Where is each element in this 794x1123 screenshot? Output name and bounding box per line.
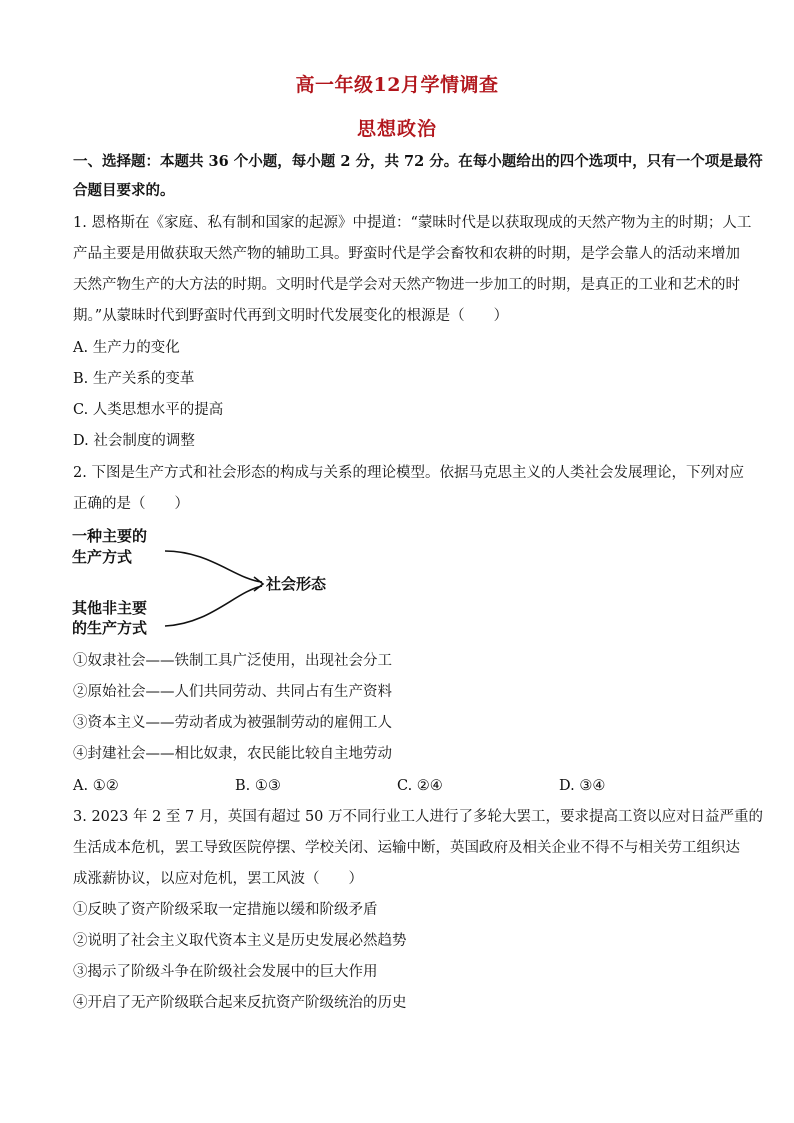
q3-stem-line-3: 成涨薪协议，以应对危机，罢工风波（ ）	[73, 871, 363, 887]
q1-stem-line-4: 期。”从蒙昧时代到野蛮时代再到文明时代发展变化的根源是（ ）	[73, 308, 509, 324]
section-instruction-line-2: 合题目要求的。	[73, 182, 175, 199]
q1-stem-line-2: 产品主要是用做获取天然产物的辅助工具。野蛮时代是学会畜牧和农耕的时期，是学会靠人的活动来增加	[73, 246, 740, 262]
q1-option-d: D. 社会制度的调整	[73, 433, 195, 449]
diagram-curve-upper	[165, 551, 262, 582]
q2-stem-line-1: 2. 下图是生产方式和社会形态的构成与关系的理论模型。依据马克思主义的人类社会发展理论，下列对应	[73, 465, 744, 481]
q1-option-c: C. 人类思想水平的提高	[73, 402, 224, 418]
q2-option-a: A. ①②	[73, 778, 119, 794]
q3-item-1: ①反映了资产阶级采取一定措施以缓和阶级矛盾	[73, 902, 378, 918]
q1-option-b: B. 生产关系的变革	[73, 371, 195, 387]
diagram-curve-lower	[165, 586, 262, 626]
q2-item-4: ④封建社会——相比奴隶，农民能比较自主地劳动	[73, 746, 392, 762]
section-instruction-line-1: 一、选择题：本题共 36 个小题，每小题 2 分，共 72 分。在每小题给出的四个选项中，只有一个项是最符	[73, 153, 763, 170]
q3-stem-line-2: 生活成本危机，罢工导致医院停摆、学校关闭、运输中断，英国政府及相关企业不得不与相关劳工组织达	[73, 840, 740, 856]
q2-stem-line-2: 正确的是（ ）	[73, 496, 189, 512]
diagram-label-other-modes-2: 的生产方式	[72, 619, 148, 637]
q2-item-1: ①奴隶社会——铁制工具广泛使用，出现社会分工	[73, 653, 392, 669]
q2-item-2: ②原始社会——人们共同劳动、共同占有生产资料	[73, 684, 392, 700]
q2-option-d: D. ③④	[559, 778, 606, 794]
diagram-label-main-mode-2: 生产方式	[72, 548, 133, 566]
exam-title: 高一年级12月学情调查	[295, 74, 499, 96]
q3-stem-line-1: 3. 2023 年 2 至 7 月，英国有超过 50 万不同行业工人进行了多轮大罢工，要求提高工资以应对日益严重的	[73, 809, 764, 825]
q2-option-b: B. ①③	[235, 778, 281, 794]
q2-item-3: ③资本主义——劳动者成为被强制劳动的雇佣工人	[73, 715, 392, 731]
q3-item-3: ③揭示了阶级斗争在阶级社会发展中的巨大作用	[73, 964, 378, 980]
q2-option-c: C. ②④	[397, 778, 443, 794]
production-mode-diagram	[70, 524, 370, 639]
diagram-label-other-modes-1: 其他非主要	[72, 599, 148, 617]
q3-item-2: ②说明了社会主义取代资本主义是历史发展必然趋势	[73, 933, 407, 949]
diagram-label-main-mode-1: 一种主要的	[72, 527, 148, 545]
q1-stem-line-3: 天然产物生产的大方法的时期。文明时代是学会对天然产物进一步加工的时期，是真正的工业和艺术的时	[73, 277, 740, 293]
q1-stem-line-1: 1. 恩格斯在《家庭、私有制和国家的起源》中提道：“蒙昧时代是以获取现成的天然产物为主的时期；人工	[73, 215, 752, 231]
q1-option-a: A. 生产力的变化	[73, 340, 180, 356]
diagram-label-social-form: 社会形态	[266, 575, 327, 593]
subject-title: 思想政治	[356, 118, 437, 140]
q3-item-4: ④开启了无产阶级联合起来反抗资产阶级统治的历史	[73, 995, 407, 1011]
